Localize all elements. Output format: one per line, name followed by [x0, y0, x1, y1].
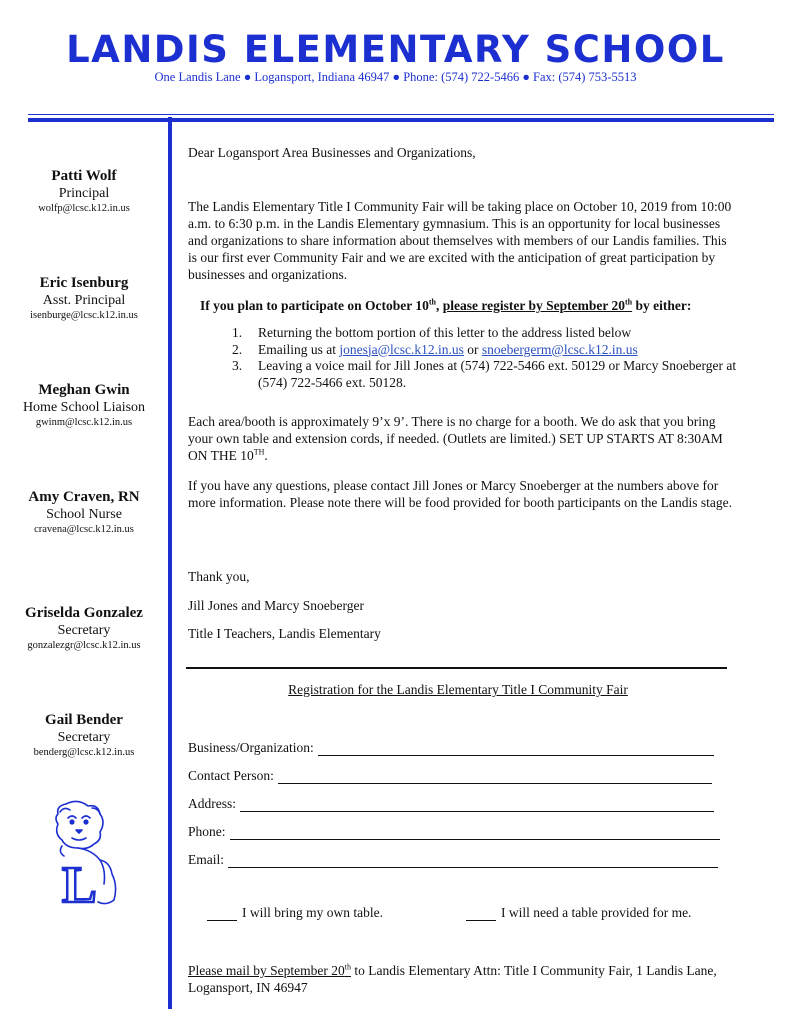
- staff-griselda-gonzalez: [0, 604, 168, 653]
- need-table-label: I will need a table provided for me.: [501, 905, 692, 920]
- plan-text-c: please register by September 20: [442, 298, 625, 313]
- own-table-label: I will bring my own table.: [242, 905, 383, 920]
- plan-text-d: by either:: [632, 298, 692, 313]
- staff-amy-craven: [0, 488, 168, 537]
- mail-deadline: [188, 963, 351, 978]
- step-2-or: or: [463, 341, 482, 357]
- registration-steps: [232, 325, 742, 391]
- email-label: Email:: [188, 852, 224, 867]
- step-2-text-a: Emailing us at: [258, 341, 340, 357]
- staff-gail-bender: [0, 711, 168, 760]
- signers: Jill Jones and Marcy Snoeberger: [188, 598, 364, 613]
- header-rule-thick: [28, 118, 774, 122]
- staff-role: School Nurse: [46, 507, 122, 522]
- mail-sup: th: [344, 962, 351, 972]
- staff-patti-wolf: [0, 167, 168, 216]
- address-input-line[interactable]: [240, 798, 714, 812]
- mail-instructions: [188, 962, 728, 996]
- contact-field: [188, 767, 712, 784]
- option-need-table: [466, 905, 691, 921]
- step-number: 2.: [232, 341, 243, 357]
- staff-name: Amy Craven, RN: [28, 489, 140, 505]
- booth-sup: TH: [253, 447, 265, 457]
- logo-letter: L: [62, 857, 97, 910]
- own-table-blank[interactable]: [207, 907, 237, 921]
- staff-email: wolfp@lcsc.k12.in.us: [38, 203, 130, 214]
- phone-input-line[interactable]: [230, 826, 720, 840]
- plan-sup-1: th: [428, 297, 436, 307]
- step-2: [232, 342, 742, 359]
- business-input-line[interactable]: [318, 742, 714, 756]
- staff-role: Secretary: [57, 730, 111, 745]
- booth-text-b: .: [264, 448, 268, 463]
- plan-text-a: If you plan to participate on October 10: [200, 298, 429, 313]
- staff-role: Asst. Principal: [42, 293, 126, 308]
- email-link-snoeberger[interactable]: snoebergerm@lcsc.k12.in.us: [481, 341, 638, 357]
- intro-paragraph: The Landis Elementary Title I Community Fair will be taking place on October 10, 2019 from 10:00 a.m. to 6:30 p.m. in the Landis Elementary gymnasium. This is an opportunity for local businesses and organizations to share information about themselves with members of our Landis families. This is our first ever Community Fair and we are excited with the anticipation of great participation by businesses and organizations.: [188, 199, 732, 282]
- signer-title: Title I Teachers, Landis Elementary: [188, 626, 381, 641]
- staff-email: isenburge@lcsc.k12.in.us: [30, 310, 138, 321]
- school-name: LANDIS ELEMENTARY SCHOOL: [66, 28, 725, 71]
- header-rule-thin: [28, 114, 774, 115]
- step-text: Leaving a voice mail for Jill Jones at (574) 722-5466 ext. 50129 or Marcy Snoeberger at (574) 722-5466 ext. 50128.: [258, 358, 737, 390]
- option-own-table: [207, 905, 383, 921]
- staff-role: Secretary: [57, 623, 111, 638]
- step-number: 3.: [232, 358, 243, 373]
- staff-name: Griselda Gonzalez: [25, 605, 143, 621]
- address-label: Address:: [188, 796, 236, 811]
- registration-title: Registration for the Landis Elementary Title I Community Fair: [288, 682, 628, 697]
- staff-name: Eric Isenburg: [39, 275, 129, 291]
- business-label: Business/Organization:: [188, 740, 314, 755]
- staff-email: gonzalezgr@lcsc.k12.in.us: [27, 640, 141, 651]
- staff-meghan-gwin: [0, 381, 168, 430]
- email-input-line[interactable]: [228, 854, 718, 868]
- plan-text-b: ,: [436, 298, 443, 313]
- register-deadline: [443, 298, 632, 313]
- booth-paragraph: [188, 413, 738, 464]
- address-line: One Landis Lane ● Logansport, Indiana 46947 ● Phone: (574) 722-5466 ● Fax: (574) 753-5513: [154, 70, 637, 84]
- questions-paragraph: If you have any questions, please contact Jill Jones or Marcy Snoeberger at the numbers above for more information. Please note there will be food provided for booth participants on the Landis stage.: [188, 478, 732, 510]
- cut-line: [186, 667, 727, 669]
- staff-eric-isenburg: [0, 274, 168, 323]
- sidebar-divider: [168, 117, 172, 1009]
- mail-text-b: to Landis Elementary Attn: Title I Community Fair, 1 Landis Lane, Logansport, IN 46947: [188, 963, 717, 995]
- step-3: [232, 358, 742, 391]
- lion-mascot-icon: [48, 800, 128, 910]
- staff-name: Meghan Gwin: [38, 382, 130, 398]
- staff-email: gwinm@lcsc.k12.in.us: [35, 417, 133, 428]
- registration-instructions: [200, 298, 691, 314]
- plan-sup-2: th: [624, 297, 633, 307]
- step-text: Returning the bottom portion of this letter to the address listed below: [258, 325, 632, 340]
- step-text: [258, 342, 638, 359]
- step-1: [232, 325, 742, 342]
- staff-email: benderg@lcsc.k12.in.us: [33, 747, 135, 758]
- salutation: Dear Logansport Area Businesses and Organizations,: [188, 145, 476, 160]
- phone-field: [188, 823, 720, 840]
- contact-input-line[interactable]: [278, 770, 712, 784]
- staff-name: Patti Wolf: [51, 168, 117, 184]
- booth-text-a: Each area/booth is approximately 9’x 9’. There is no charge for a booth. We do ask that you bring your own table and extension cords, if needed. (Outlets are limited.) SET UP STARTS AT 8:30AM ON THE 10: [188, 414, 723, 463]
- mail-text-a: Please mail by September 20: [188, 963, 345, 978]
- phone-label: Phone:: [188, 824, 226, 839]
- staff-role: Principal: [58, 186, 110, 201]
- need-table-blank[interactable]: [466, 907, 496, 921]
- staff-name: Gail Bender: [45, 712, 123, 728]
- email-link-jones[interactable]: jonesja@lcsc.k12.in.us: [339, 341, 464, 357]
- business-field: [188, 739, 714, 756]
- staff-role: Home School Liaison: [22, 400, 146, 415]
- email-field: [188, 851, 718, 868]
- contact-label: Contact Person:: [188, 768, 274, 783]
- step-number: 1.: [232, 325, 243, 340]
- address-field: [188, 795, 714, 812]
- closing: Thank you,: [188, 569, 250, 584]
- staff-email: cravena@lcsc.k12.in.us: [34, 524, 134, 535]
